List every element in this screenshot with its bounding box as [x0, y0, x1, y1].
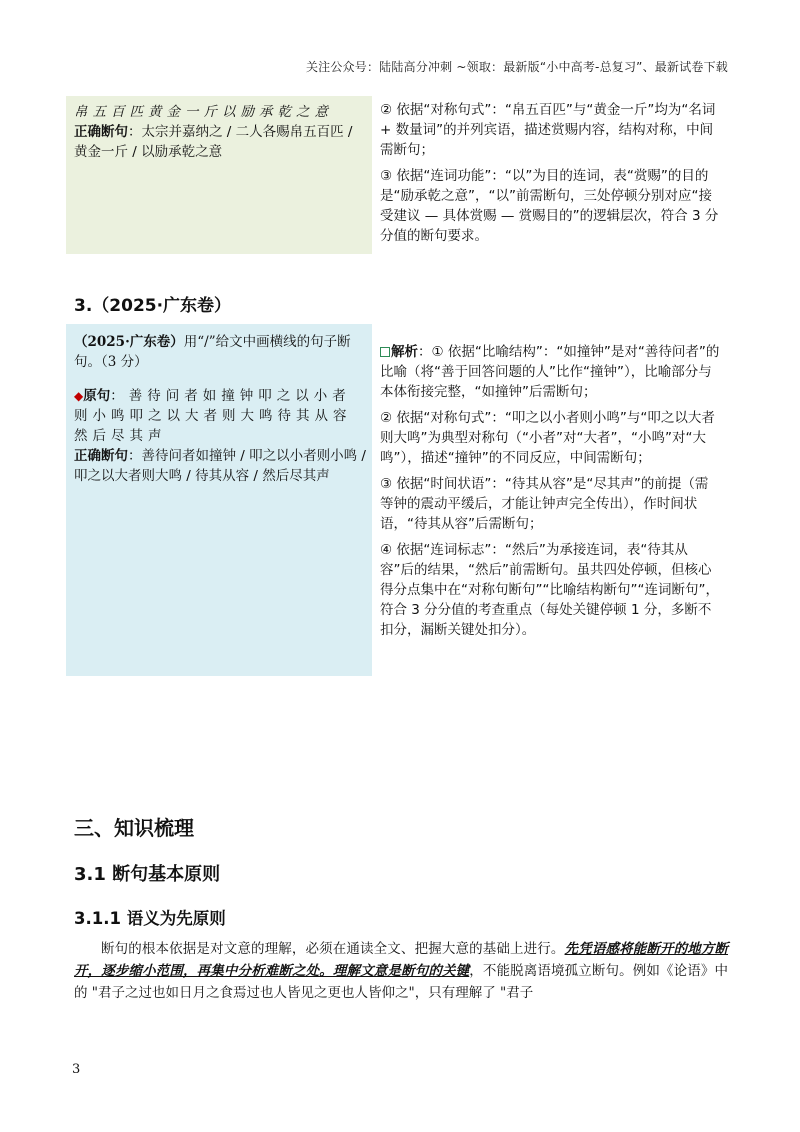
answer-table-row-2 [66, 324, 728, 676]
analysis-cell [372, 96, 728, 254]
analysis-point-3: ③ 依据“时间状语”：“待其从容”是“尽其声”的前提（需等钟的震动平缓后，才能让钟声完全传出），作时间状语，“待其从容”后需断句； [380, 476, 709, 532]
analysis-label: 解析 [391, 344, 418, 360]
analysis-point-4: ④ 依据“连词标志”：“然后”为承接连词，表“待其从容”后的结果，“然后”前需断句。虽共四处停顿，但核心得分点集中在“对称句断句”“比喻结构断句”“连词断句”，符合 3 分分值的考查重点（每处关键停顿 1 分，多断不扣分，漏断关键处扣分）。 [380, 542, 719, 638]
answer-table-row-1 [66, 96, 728, 254]
original-sentence [74, 386, 366, 446]
analysis-cell [372, 324, 728, 676]
correct-segmentation [74, 122, 366, 162]
source-label: （2025·广东卷） [74, 334, 184, 350]
analysis-point-3: ③ 依据“连词功能”：“以”为目的连词，表“赏赐”的目的是“励承乾之意”，“以”前需断句，三处停顿分别对应“接受建议 — 具体赏赐 — 赏赐目的”的逻辑层次，符合 3 分分值的断句要求。 [380, 168, 719, 244]
correct-text: ：太宗并嘉纳之 / 二人各赐帛五百匹 / 黄金一斤 / 以励承乾之意 [74, 124, 353, 160]
diamond-icon: ◆ [74, 389, 84, 403]
item-heading: 3.（2025·广东卷） [74, 296, 232, 316]
question [74, 332, 366, 372]
body-paragraph: 断句的根本依据是对文意的理解，必须在通读全文、把握大意的基础上进行。先凭语感将能断开的地方断开，逐步缩小范围，再集中分析难断之处。理解文意是断句的关键，不能脱离语境孤立断句。例如《论语》中的 "君子之过也如日月之食焉过也人皆见之更也人皆仰之"，只有理解了 "君子 [74, 941, 729, 1001]
emphasis-text: 先凭语感将能断开的地方断开，逐步缩小范围，再集中分析难断之处。理解文意是断句的关键 [74, 941, 729, 979]
analysis-point-2: ② 依据“对称句式”：“帛五百匹”与“黄金一斤”均为“名词 + 数量词”的并列宾语，描述赏赐内容，结构对称，中间需断句； [380, 102, 716, 158]
correct-label: 正确断句 [74, 448, 128, 464]
original-label: 原句 [83, 388, 111, 404]
subsection-heading: 3.1 断句基本原则 [74, 864, 221, 885]
page-number: 3 [72, 1062, 81, 1077]
correct-label: 正确断句 [74, 124, 128, 140]
correct-text: ：善待问者如撞钟 / 叩之以小者则小鸣 / 叩之以大者则大鸣 / 待其从容 / 然后尽其声 [74, 448, 366, 484]
checkbox-icon [380, 347, 390, 357]
question-cell [66, 324, 372, 676]
analysis-point-2: ② 依据“对称句式”：“叩之以小者则小鸣”与“叩之以大者则大鸣”为典型对称句（“小者”对“大者”，“小鸣”对“大鸣”），描述“撞钟”的不同反应，中间需断句； [380, 410, 715, 466]
subsubsection-heading: 3.1.1 语义为先原则 [74, 909, 226, 928]
original-cell [66, 96, 372, 254]
original-text-tail: 帛五百匹黄金一斤以励承乾之意 [74, 104, 333, 120]
question-text: 用“/”给文中画横线的句子断句。（3 分） [74, 334, 351, 370]
section-heading: 三、知识梳理 [74, 816, 194, 840]
page-header: 关注公众号：陆陆高分冲刺 ~领取：最新版“小中高考-总复习”、最新试卷下载 [305, 60, 728, 74]
analysis-point-1: 解析：① 依据“比喻结构”：“如撞钟”是对“善待问者”的比喻（将“善于回答问题的人”比作“撞钟”），比喻部分与本体衔接完整，“如撞钟”后需断句； [380, 344, 720, 400]
original-sentence-text: ：善待问者如撞钟叩之以小者则小鸣叩之以大者则大鸣待其从容然后尽其声 [74, 388, 352, 444]
correct-segmentation [74, 446, 366, 486]
